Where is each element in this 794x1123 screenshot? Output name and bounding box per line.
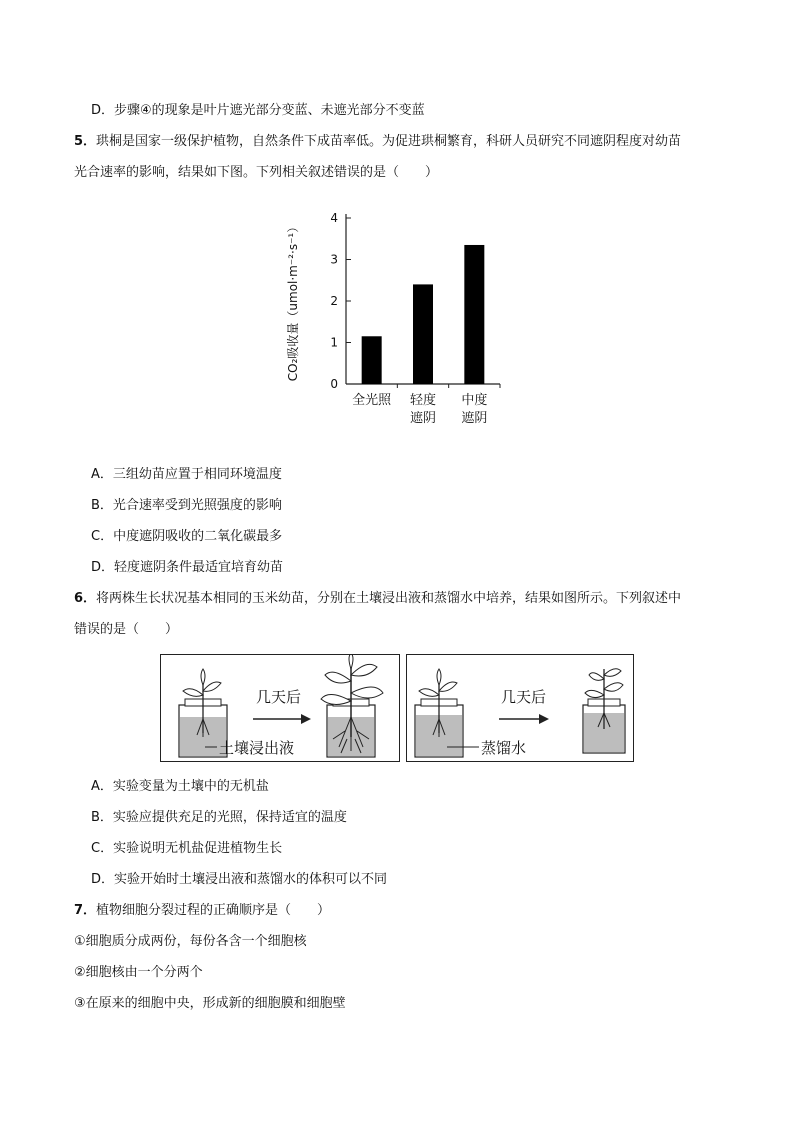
x-tick-label-line2: 遮阴: [409, 411, 437, 426]
q5-option-d: D．轻度遮阴条件最适宜培育幼苗: [91, 560, 284, 575]
q7-number: 7．: [74, 903, 97, 918]
bar-1: [413, 284, 433, 384]
soil-arrow-label: 几天后: [256, 688, 302, 706]
q7-item-3: ③在原来的细胞中央，形成新的细胞膜和细胞壁: [74, 996, 346, 1011]
chart-svg: [280, 205, 520, 435]
y-tick-label: 3: [330, 252, 338, 267]
y-tick-label: 2: [330, 294, 338, 308]
q7-stem-line: [74, 901, 330, 921]
q6-number: 6．: [74, 591, 97, 606]
q6-option-c: C．实验说明无机盐促进植物生长: [91, 841, 283, 856]
x-tick-label-line1: 轻度: [409, 393, 437, 408]
q7-stem-text: 植物细胞分裂过程的正确顺序是（ ）: [96, 903, 331, 918]
q5-option-b: B．光合速率受到光照强度的影响: [91, 498, 282, 513]
q6-option-a: A．实验变量为土壤中的无机盐: [91, 779, 269, 794]
q5-stem-line1: [74, 132, 681, 152]
q6-option-d: D．实验开始时土壤浸出液和蒸馏水的体积可以不同: [91, 872, 388, 887]
option-d-prev: D．步骤④的现象是叶片遮光部分变蓝、未遮光部分不变蓝: [91, 103, 425, 118]
y-tick-label: 4: [330, 211, 338, 225]
q5-stem-text1: 珙桐是国家一级保护植物，自然条件下成苗率低。为促进珙桐繁育，科研人员研究不同遮阴程度对幼苗: [96, 134, 682, 149]
q5-stem-line2: 光合速率的影响，结果如下图。下列相关叙述错误的是（ ）: [74, 165, 439, 180]
x-tick-label-line1: 中度: [461, 393, 488, 408]
q5-number: 5．: [74, 134, 97, 149]
distilled-water-panel: [406, 654, 634, 762]
soil-extract-panel: [160, 654, 400, 762]
q5-option-c: C．中度遮阴吸收的二氧化碳最多: [91, 529, 283, 544]
q6-stem-line2: 错误的是（ ）: [74, 622, 179, 637]
q5-option-a: A．三组幼苗应置于相同环境温度: [91, 467, 282, 482]
water-liquid-label: 蒸馏水: [481, 739, 527, 757]
q7-item-2: ②细胞核由一个分两个: [74, 965, 203, 980]
q7-item-1: ①细胞质分成两份，每份各含一个细胞核: [74, 934, 307, 949]
q6-option-b: B．实验应提供充足的光照，保持适宜的温度: [91, 810, 347, 825]
x-tick-label-line2: 遮阴: [461, 411, 488, 426]
y-tick-label: 0: [330, 377, 338, 391]
y-axis-label: CO₂吸收量（umol·m⁻²·s⁻¹）: [286, 220, 300, 382]
q6-stem-line1: [74, 589, 681, 609]
bar-0: [362, 336, 382, 384]
x-tick-label-line1: 全光照: [352, 393, 392, 408]
bar-2: [464, 245, 484, 384]
y-tick-label: 1: [330, 335, 338, 350]
soil-liquid-label: 土壤浸出液: [219, 739, 295, 757]
co2-bar-chart: [280, 205, 520, 435]
water-arrow-label: 几天后: [501, 688, 547, 706]
plant-experiment-figure: [160, 654, 636, 764]
q6-stem-text1: 将两株生长状况基本相同的玉米幼苗，分别在土壤浸出液和蒸馏水中培养，结果如图所示。下列叙述中: [96, 591, 682, 606]
